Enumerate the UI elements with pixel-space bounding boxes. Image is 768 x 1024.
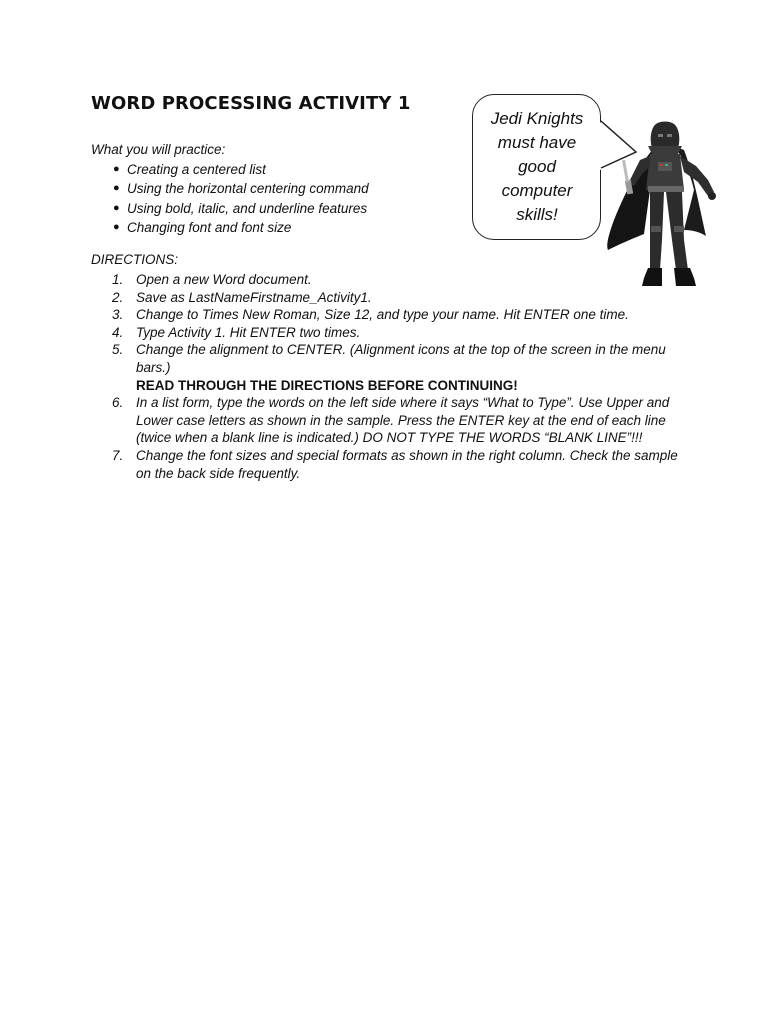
- practice-item: ● Using the horizontal centering command: [113, 179, 369, 198]
- direction-item: 6. In a list form, type the words on the left side where it says “What to Type”. Use Upper and Lower case letters as shown in the sample. Press the ENTER key at the end of each line (twice when a blank line is indicated.) DO NOT TYPE THE WORDS “BLANK LINE”!!!: [112, 395, 670, 446]
- direction-item: 5. Change the alignment to CENTER. (Alignment icons at the top of the screen in the menu bars.) READ THROUGH THE DIRECTIONS BEFORE CONTINUING!: [112, 341, 692, 394]
- practice-item: ● Creating a centered list: [113, 160, 369, 179]
- bullet-icon: ●: [113, 182, 120, 195]
- speech-bubble-text: Jedi Knights must have good computer skills!: [490, 109, 584, 224]
- directions-list: [112, 271, 692, 482]
- darth-vader-figure: [604, 120, 722, 288]
- direction-item: 7. Change the font sizes and special formats as shown in the right column. Check the sample on the back side frequently.: [112, 447, 678, 481]
- direction-item: 3. Change to Times New Roman, Size 12, and type your name. Hit ENTER one time.: [112, 307, 629, 323]
- practice-item: ● Using bold, italic, and underline features: [113, 199, 369, 218]
- bullet-icon: ●: [113, 163, 120, 175]
- practice-list: [113, 160, 369, 238]
- document-title: WORD PROCESSING ACTIVITY 1: [91, 93, 411, 114]
- warning-text: READ THROUGH THE DIRECTIONS BEFORE CONTINUING!: [136, 377, 518, 393]
- direction-item: 2. Save as LastNameFirstname_Activity1.: [112, 289, 372, 305]
- practice-item: ● Changing font and font size: [113, 218, 369, 237]
- bullet-icon: ●: [113, 201, 120, 214]
- direction-item: 1. Open a new Word document.: [112, 272, 312, 287]
- bullet-icon: ●: [113, 221, 120, 234]
- directions-heading: DIRECTIONS:: [91, 252, 179, 267]
- direction-item: 4. Type Activity 1. Hit ENTER two times.: [112, 324, 361, 340]
- practice-heading: What you will practice:: [91, 142, 226, 157]
